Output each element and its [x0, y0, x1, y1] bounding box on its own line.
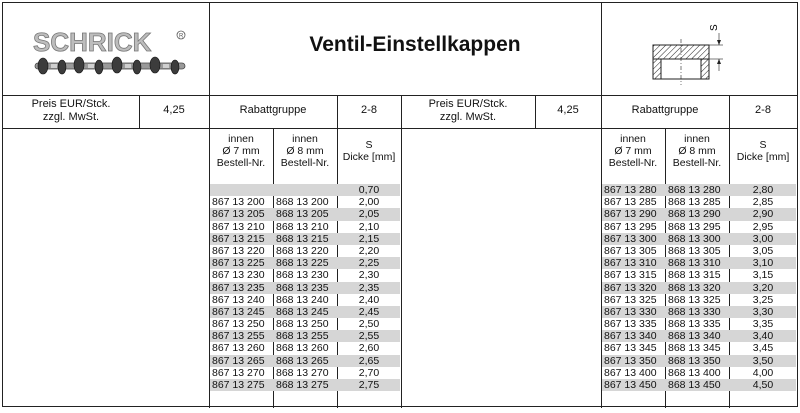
table-row: [210, 245, 400, 257]
thickness-value: 2,80: [752, 184, 774, 196]
thickness-value: 2,50: [358, 318, 380, 331]
order-no-7mm: 867 13 320: [604, 281, 657, 294]
order-no-8mm: 868 13 290: [668, 208, 721, 221]
order-no-7mm: 867 13 315: [604, 269, 657, 282]
order-no-8mm: 868 13 205: [276, 208, 329, 221]
order-no-7mm: 867 13 225: [212, 257, 265, 270]
table-row: [210, 355, 400, 367]
order-no-8mm: 868 13 450: [668, 379, 721, 391]
order-no-7mm: 867 13 300: [604, 232, 657, 245]
table-row: [210, 221, 400, 233]
order-no-8mm: 868 13 400: [668, 366, 721, 379]
thickness-value: 3,45: [752, 342, 774, 355]
order-no-8mm: 868 13 265: [276, 354, 329, 367]
col-header-8mm: innen Ø 8 mm Bestell-Nr.: [672, 133, 722, 169]
table-row: [210, 282, 400, 294]
order-no-7mm: 867 13 245: [212, 305, 265, 318]
col-header-thickness: S Dicke [mm]: [736, 139, 790, 163]
order-no-7mm: 867 13 220: [212, 244, 265, 257]
thickness-value: 2,05: [358, 208, 380, 221]
left-table: [210, 184, 400, 391]
table-row: [602, 233, 796, 245]
thickness-value: 2,75: [358, 379, 380, 391]
discount-value: 2-8: [755, 104, 771, 116]
thickness-value: 2,00: [358, 196, 380, 209]
table-row: [602, 245, 796, 257]
order-no-8mm: 868 13 345: [668, 342, 721, 355]
order-no-8mm: 868 13 245: [276, 305, 329, 318]
discount-label: Rabattgruppe: [239, 104, 307, 116]
order-no-7mm: 867 13 285: [604, 196, 657, 209]
thickness-value: 2,20: [358, 244, 380, 257]
thickness-value: 2,30: [358, 269, 380, 282]
table-row: [602, 269, 796, 281]
table-row: [210, 330, 400, 342]
thickness-value: 2,10: [358, 220, 380, 233]
order-no-8mm: 868 13 210: [276, 220, 329, 233]
thickness-value: 2,70: [358, 366, 380, 379]
discount-label: Rabattgruppe: [631, 104, 699, 116]
table-row: [602, 342, 796, 354]
order-no-8mm: 868 13 285: [668, 196, 721, 209]
table-row: [210, 184, 400, 196]
thickness-value: 2,40: [358, 293, 380, 306]
thickness-value: 2,65: [358, 354, 380, 367]
order-no-7mm: 867 13 335: [604, 318, 657, 331]
order-no-8mm: 868 13 300: [668, 232, 721, 245]
order-no-8mm: 868 13 340: [668, 330, 721, 343]
thickness-value: 3,30: [752, 305, 774, 318]
order-no-7mm: 867 13 310: [604, 257, 657, 270]
price-label: Preis EUR/Stck. zzgl. MwSt.: [31, 98, 111, 123]
product-sheet: [2, 2, 798, 407]
order-no-8mm: 868 13 320: [668, 281, 721, 294]
order-no-8mm: 868 13 225: [276, 257, 329, 270]
thickness-value: 2,35: [358, 281, 380, 294]
table-row: [210, 379, 400, 391]
order-no-8mm: 868 13 235: [276, 281, 329, 294]
table-row: [210, 196, 400, 208]
order-no-7mm: 867 13 290: [604, 208, 657, 221]
table-row: [210, 233, 400, 245]
col-header-7mm: innen Ø 7 mm Bestell-Nr.: [608, 133, 658, 169]
order-no-7mm: 867 13 235: [212, 281, 265, 294]
page-title: Ventil-Einstellkappen: [309, 33, 521, 56]
table-row: [602, 367, 796, 379]
thickness-value: 3,25: [752, 293, 774, 306]
order-no-7mm: 867 13 330: [604, 305, 657, 318]
order-no-8mm: 868 13 275: [276, 379, 329, 391]
thickness-value: 3,35: [752, 318, 774, 331]
thickness-value: 3,10: [752, 257, 774, 270]
order-no-7mm: 867 13 350: [604, 354, 657, 367]
order-no-7mm: 867 13 215: [212, 232, 265, 245]
order-no-8mm: 868 13 200: [276, 196, 329, 209]
order-no-8mm: 868 13 315: [668, 269, 721, 282]
order-no-7mm: 867 13 205: [212, 208, 265, 221]
svg-text:S: S: [709, 24, 720, 31]
order-no-7mm: 867 13 325: [604, 293, 657, 306]
order-no-7mm: 867 13 275: [212, 379, 265, 391]
table-row: [602, 184, 796, 196]
table-row: [602, 355, 796, 367]
table-row: [602, 196, 796, 208]
order-no-7mm: 867 13 260: [212, 342, 265, 355]
thickness-value: 2,85: [752, 196, 774, 209]
col-header-8mm: innen Ø 8 mm Bestell-Nr.: [280, 133, 330, 169]
table-row: [210, 342, 400, 354]
order-no-8mm: 868 13 295: [668, 220, 721, 233]
thickness-value: 3,20: [752, 281, 774, 294]
table-row: [210, 367, 400, 379]
table-row: [210, 318, 400, 330]
svg-text:SCHRICK: SCHRICK: [33, 27, 152, 57]
table-row: [210, 269, 400, 281]
table-row: [210, 208, 400, 220]
thickness-value: 2,25: [358, 257, 380, 270]
order-no-8mm: 868 13 305: [668, 244, 721, 257]
order-no-8mm: 868 13 330: [668, 305, 721, 318]
col-header-7mm: innen Ø 7 mm Bestell-Nr.: [216, 133, 266, 169]
thickness-value: 2,45: [358, 305, 380, 318]
order-no-7mm: 867 13 450: [604, 379, 657, 391]
thickness-value: 3,15: [752, 269, 774, 282]
thickness-value: 0,70: [358, 184, 380, 196]
order-no-8mm: 868 13 260: [276, 342, 329, 355]
col-header-thickness: S Dicke [mm]: [342, 139, 396, 163]
thickness-value: 4,50: [752, 379, 774, 391]
center-divider: [401, 95, 402, 408]
thickness-value: 2,55: [358, 330, 380, 343]
thickness-value: 4,00: [752, 366, 774, 379]
order-no-8mm: 868 13 270: [276, 366, 329, 379]
order-no-7mm: 867 13 280: [604, 184, 657, 196]
thickness-value: 3,50: [752, 354, 774, 367]
order-no-7mm: 867 13 305: [604, 244, 657, 257]
table-row: [210, 294, 400, 306]
header-divider-left: [209, 3, 210, 95]
table-row: [602, 282, 796, 294]
thickness-value: 2,95: [752, 220, 774, 233]
order-no-7mm: 867 13 340: [604, 330, 657, 343]
order-no-7mm: 867 13 295: [604, 220, 657, 233]
right-table: [602, 184, 796, 391]
info-bottom-rule: [3, 128, 797, 129]
table-row: [210, 257, 400, 269]
order-no-7mm: 867 13 250: [212, 318, 265, 331]
thickness-value: 2,60: [358, 342, 380, 355]
table-row: [602, 379, 796, 391]
table-row: [602, 208, 796, 220]
order-no-7mm: 867 13 200: [212, 196, 265, 209]
table-row: [602, 294, 796, 306]
thickness-value: 2,90: [752, 208, 774, 221]
order-no-7mm: 867 13 270: [212, 366, 265, 379]
order-no-8mm: 868 13 240: [276, 293, 329, 306]
table-row: [602, 306, 796, 318]
order-no-8mm: 868 13 325: [668, 293, 721, 306]
table-row: [602, 257, 796, 269]
table-row: [602, 221, 796, 233]
order-no-8mm: 868 13 280: [668, 184, 721, 196]
price-value: 4,25: [557, 104, 579, 116]
order-no-8mm: 868 13 350: [668, 354, 721, 367]
order-no-7mm: 867 13 400: [604, 366, 657, 379]
header-bottom-rule: [3, 95, 797, 96]
price-label: Preis EUR/Stck. zzgl. MwSt.: [428, 98, 508, 123]
table-row: [602, 318, 796, 330]
thickness-value: 2,15: [358, 232, 380, 245]
order-no-7mm: 867 13 255: [212, 330, 265, 343]
order-no-8mm: 868 13 310: [668, 257, 721, 270]
order-no-8mm: 868 13 255: [276, 330, 329, 343]
cap-drawing-icon: [639, 15, 729, 91]
order-no-7mm: 867 13 210: [212, 220, 265, 233]
table-row: [210, 306, 400, 318]
discount-value: 2-8: [361, 104, 377, 116]
price-value: 4,25: [163, 104, 185, 116]
order-no-7mm: 867 13 240: [212, 293, 265, 306]
table-row: [602, 330, 796, 342]
svg-text:R: R: [179, 33, 184, 40]
order-no-7mm: 867 13 265: [212, 354, 265, 367]
schrick-logo: [29, 25, 193, 87]
order-no-8mm: 868 13 250: [276, 318, 329, 331]
order-no-8mm: 868 13 335: [668, 318, 721, 331]
order-no-7mm: 867 13 345: [604, 342, 657, 355]
order-no-8mm: 868 13 215: [276, 232, 329, 245]
thickness-value: 3,40: [752, 330, 774, 343]
order-no-8mm: 868 13 220: [276, 244, 329, 257]
order-no-7mm: 867 13 230: [212, 269, 265, 282]
order-no-8mm: 868 13 230: [276, 269, 329, 282]
thickness-value: 3,00: [752, 232, 774, 245]
thickness-value: 3,05: [752, 244, 774, 257]
